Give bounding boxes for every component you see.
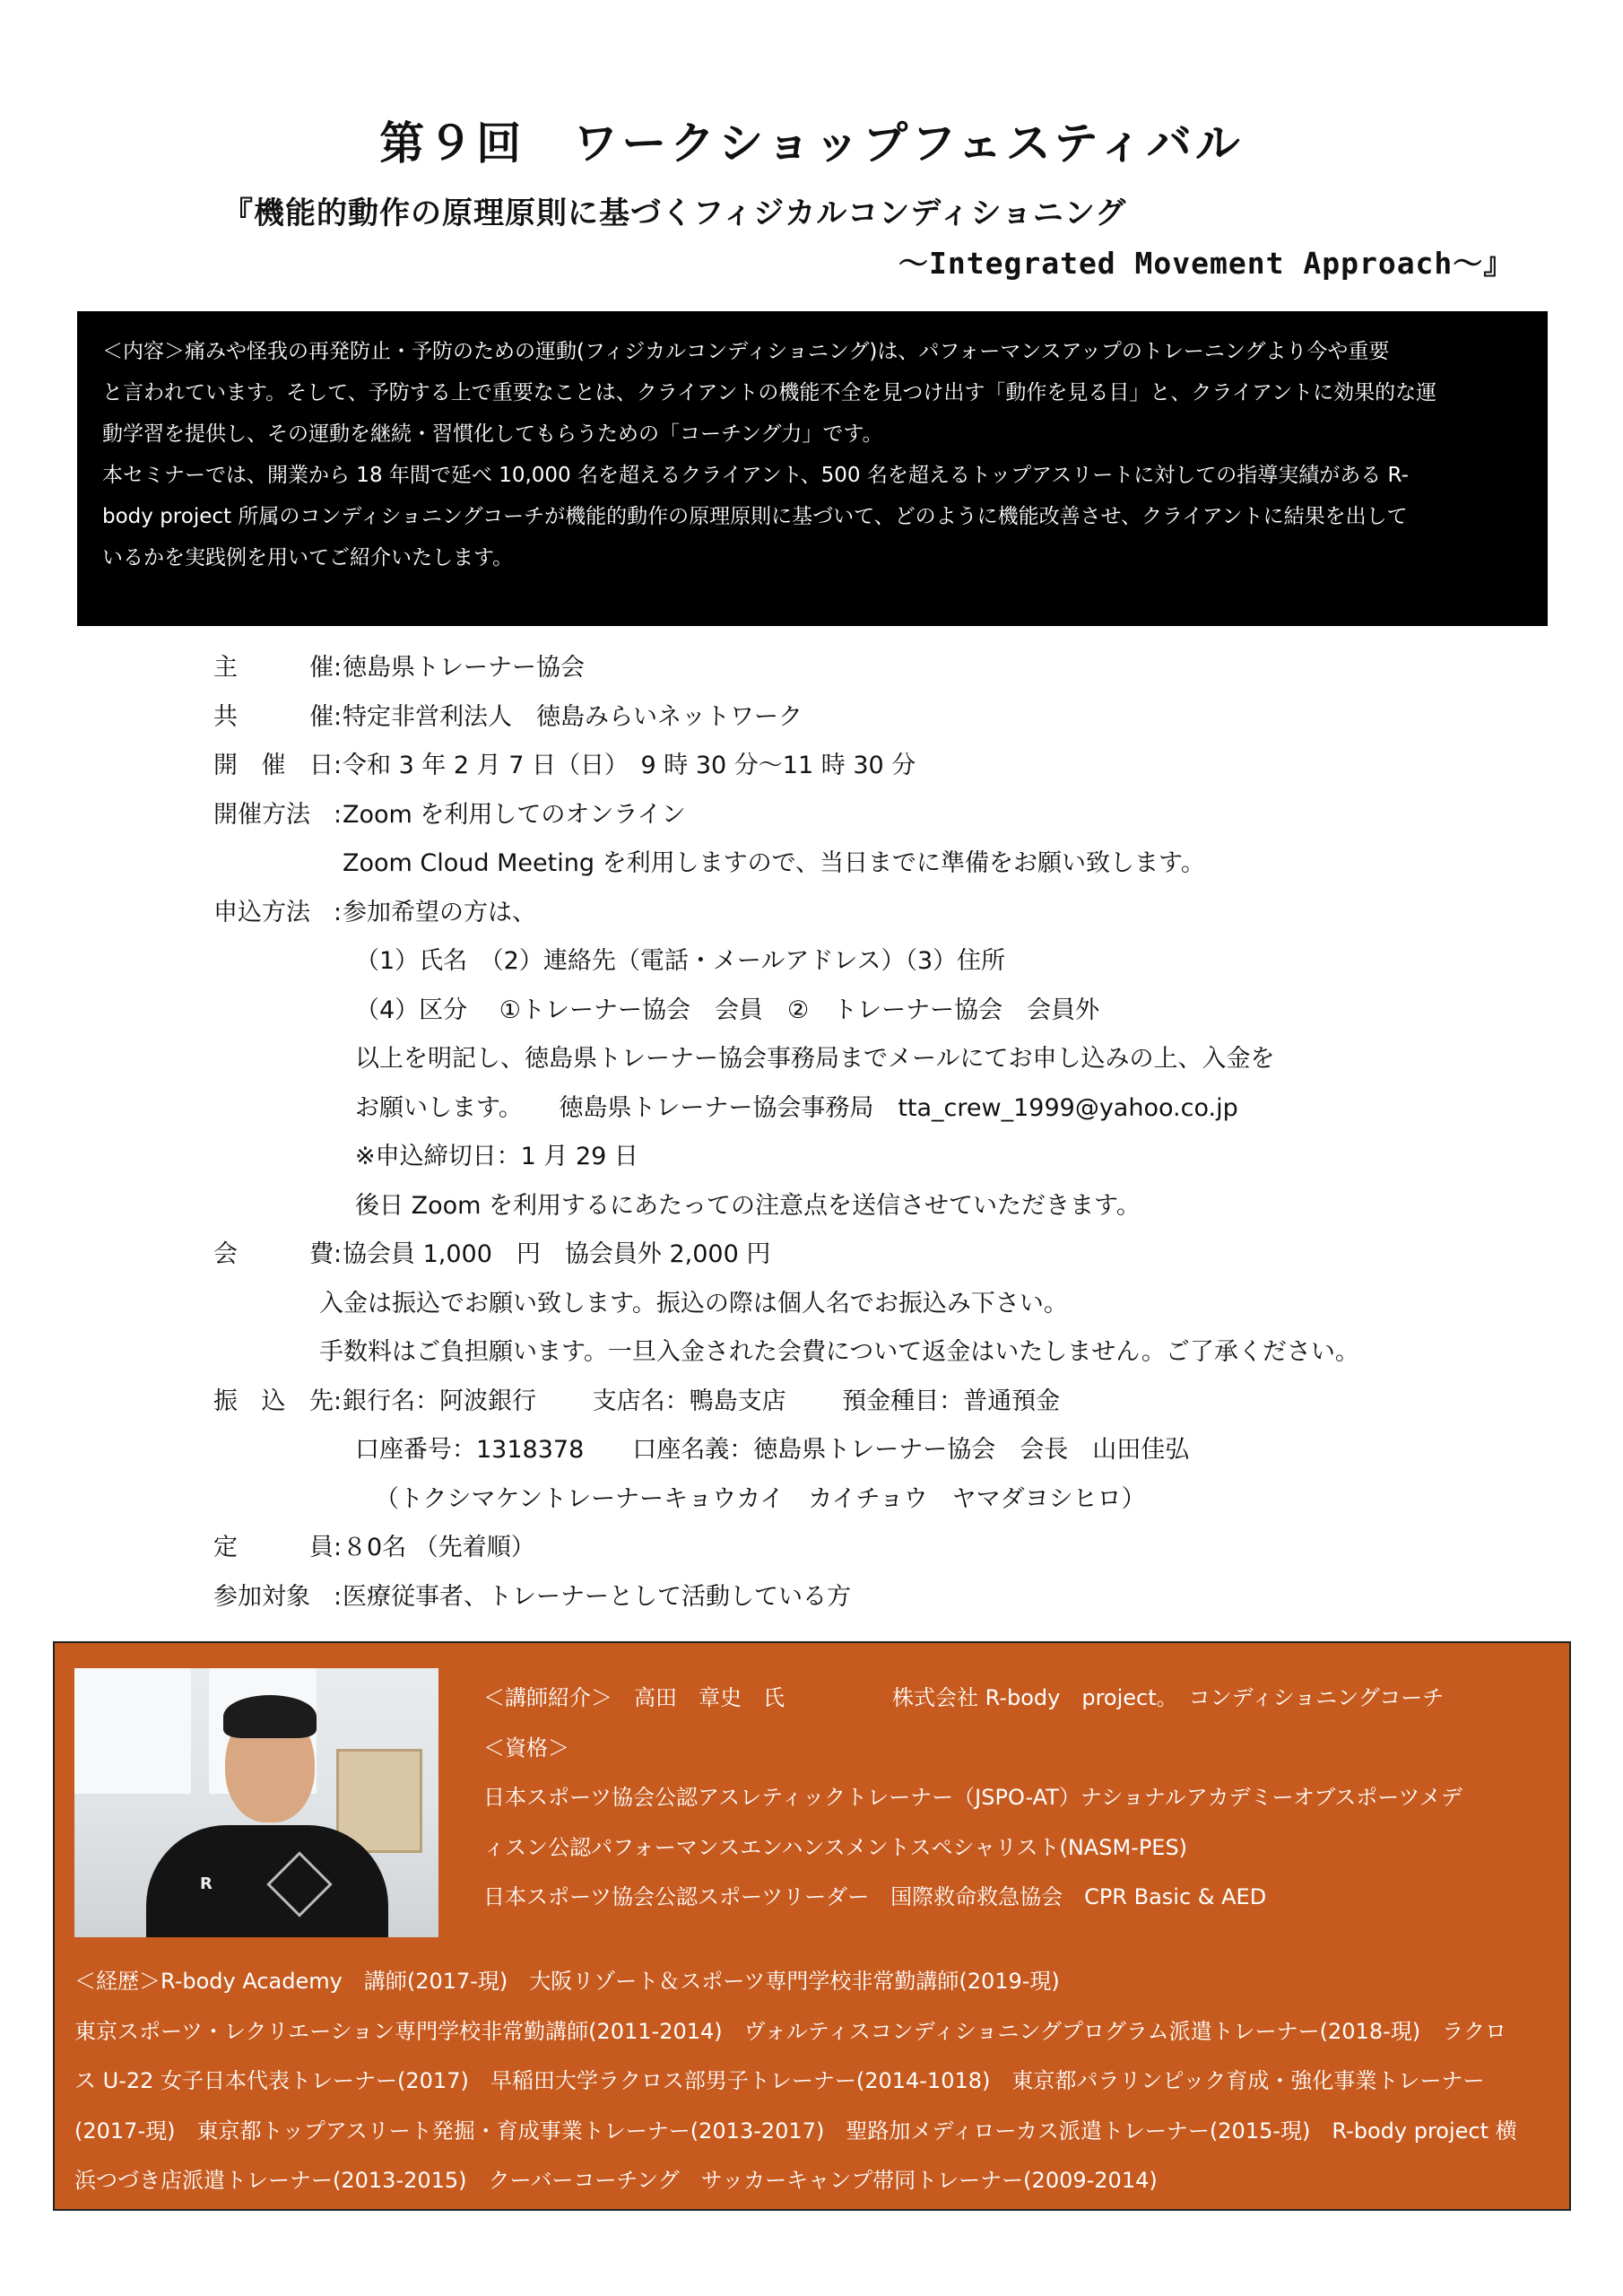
detail-bank: 振 込 先 : 銀行名：阿波銀行 支店名：鴨島支店 預金種目：普通預金 <box>213 1378 1359 1427</box>
subtitle-line-2: ～Integrated Movement Approach～』 <box>898 246 1515 281</box>
detail-co-organizer: 共 催 : 特定非営利法人 徳島みらいネットワーク <box>213 693 1359 743</box>
detail-value: 銀行名：阿波銀行 支店名：鴨島支店 預金種目：普通預金 <box>343 1387 1061 1415</box>
career-line: 浜つづき店派遣トレーナー(2013-2015) クーバーコーチング サッカーキャンプ帯同トレーナー(2009-2014) <box>74 2168 1158 2193</box>
detail-value: 特定非営利法人 徳島みらいネットワーク <box>343 702 803 731</box>
detail-label: 開催方法 <box>213 800 310 829</box>
career-line: ＜経歴＞R-body Academy 講師(2017-現) 大阪リゾート＆スポーツ専門学校非常勤講師(2019-現) <box>74 1969 1060 1994</box>
instructor-career <box>74 1957 1517 2206</box>
detail-organizer: 主 催 : 徳島県トレーナー協会 <box>213 644 1359 693</box>
career-line: (2017-現) 東京都トップアスリート発掘・育成事業トレーナー(2013-2017) 聖路加メディローカス派遣トレーナー(2015-現) R-body project 横 <box>74 2118 1517 2144</box>
event-details <box>213 644 1359 1622</box>
instructor-photo: R <box>74 1668 438 1937</box>
detail-target: 参加対象 : 医療従事者、トレーナーとして活動している方 <box>213 1573 1359 1622</box>
qualification-line: 日本スポーツ協会公認スポーツリーダー 国際救命救急協会 CPR Basic & AED <box>483 1884 1267 1909</box>
detail-method: 開催方法 : Zoom を利用してのオンライン <box>213 791 1359 840</box>
detail-value: 協会員 1,000 円 協会員外 2,000 円 <box>343 1240 771 1268</box>
detail-fee: 会 費 : 協会員 1,000 円 協会員外 2,000 円 <box>213 1231 1359 1280</box>
detail-label: 振 込 先 <box>213 1387 334 1415</box>
detail-value: 医療従事者、トレーナーとして活動している方 <box>343 1582 851 1611</box>
subtitle-line-1: 『機能的動作の原理原則に基づくフィジカルコンディショニング <box>222 196 1127 231</box>
application-line: ※申込締切日：1 月 29 日 <box>355 1143 638 1170</box>
page-title: 第９回 ワークショップフェスティバル <box>379 117 1244 170</box>
detail-label: 申込方法 <box>213 898 310 926</box>
bank-line: （トクシマケントレーナーキョウカイ カイチョウ ヤマダヨシヒロ） <box>375 1484 1146 1513</box>
intro-line: 動学習を提供し、その運動を継続・習慣化してもらうための「コーチング力」です。 <box>102 422 883 446</box>
detail-label: 参加対象 <box>213 1582 310 1611</box>
fee-note: 入金は振込でお願い致します。振込の際は個人名でお振込み下さい。 <box>319 1289 1068 1318</box>
intro-line: 本セミナーでは、開業から 18 年間で延べ 10,000 名を超えるクライアント、500 名を超えるトップアスリートに対しての指導実績がある R- <box>102 464 1409 487</box>
detail-value: 令和 3 年 2 月 7 日（日） 9 時 30 分～11 時 30 分 <box>343 752 916 779</box>
intro-line: ＜内容＞痛みや怪我の再発防止・予防のための運動(フィジカルコンディショニング)は、パフォーマンスアップのトレーニングより今や重要 <box>102 340 1390 363</box>
fee-note: 手数料はご負担願います。一旦入金された会費について返金はいたしません。ご了承ください。 <box>319 1338 1359 1366</box>
qualification-line: ィスン公認パフォーマンスエンハンスメントスペシャリスト(NASM-PES) <box>483 1834 1188 1860</box>
bank-line: 口座番号：1318378 口座名義：徳島県トレーナー協会 会長 山田佳弘 <box>355 1436 1190 1464</box>
detail-label: 主 催 <box>213 654 334 682</box>
career-line: 東京スポーツ・レクリエーション専門学校非常勤講師(2011-2014) ヴォルティスコンディショニングプログラム派遣トレーナー(2018-現) ラクロ <box>74 2018 1507 2044</box>
detail-application: 申込方法 : 参加希望の方は、 <box>213 889 1359 938</box>
detail-value: Zoom を利用してのオンライン <box>343 800 686 829</box>
application-line: 以上を明記し、徳島県トレーナー協会事務局までメールにてお申し込みの上、入金を <box>355 1045 1275 1073</box>
instructor-bio <box>483 1674 1462 1923</box>
instructor-intro: ＜講師紹介＞ 高田 章史 氏 株式会社 R-body project。 コンディショニングコーチ <box>483 1685 1445 1710</box>
detail-label: 開 催 日 <box>213 752 334 779</box>
application-line: 後日 Zoom を利用するにあたっての注意点を送信させていただきます。 <box>355 1191 1141 1220</box>
detail-capacity: 定 員 : ８0名 （先着順） <box>213 1524 1359 1573</box>
detail-value: 徳島県トレーナー協会 <box>343 654 585 682</box>
detail-date: 開 催 日 : 令和 3 年 2 月 7 日（日） 9 時 30 分～11 時 30 分 <box>213 742 1359 791</box>
detail-value: ８0名 （先着順） <box>343 1534 535 1561</box>
intro-line: body project 所属のコンディショニングコーチが機能的動作の原理原則に基づいて、どのように機能改善させ、クライアントに結果を出して <box>102 505 1408 528</box>
qualification-heading: ＜資格＞ <box>483 1735 569 1761</box>
detail-method-sub: Zoom Cloud Meeting を利用しますので、当日までに準備をお願い致します。 <box>343 849 1205 877</box>
application-line: （4）区分 ①トレーナー協会 会員 ② トレーナー協会 会員外 <box>355 996 1100 1024</box>
career-line: ス U-22 女子日本代表トレーナー(2017) 早稲田大学ラクロス部男子トレーナー(2014-1018) 東京都パラリンピック育成・強化事業トレーナー <box>74 2068 1485 2093</box>
instructor-panel <box>53 1641 1571 2211</box>
application-line: お願いします。 徳島県トレーナー協会事務局 tta_crew_1999@yahoo.co.jp <box>355 1093 1238 1122</box>
application-line: （1）氏名 （2）連絡先（電話・メールアドレス）（3）住所 <box>355 947 1006 975</box>
detail-label: 共 催 <box>213 702 334 731</box>
detail-label: 定 員 <box>213 1534 334 1561</box>
qualification-line: 日本スポーツ協会公認アスレティックトレーナー（JSPO-AT）ナショナルアカデミーオブスポーツメデ <box>483 1785 1462 1810</box>
intro-box <box>77 311 1548 626</box>
intro-line: と言われています。そして、予防する上で重要なことは、クライアントの機能不全を見つけ出す「動作を見る目」と、クライアントに効果的な運 <box>102 381 1437 404</box>
detail-value: 参加希望の方は、 <box>343 898 536 926</box>
detail-label: 会 費 <box>213 1240 334 1268</box>
intro-line: いるかを実践例を用いてご紹介いたします。 <box>102 546 514 570</box>
